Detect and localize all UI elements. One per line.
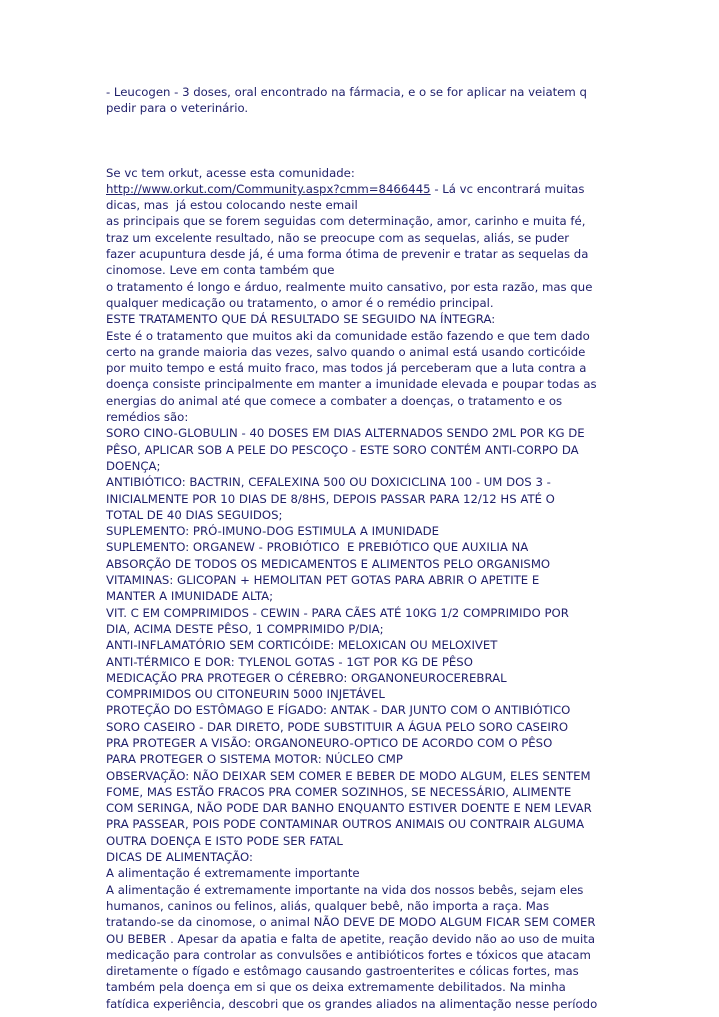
spacer [106, 117, 616, 165]
text-line: o tratamento é longo e árduo, realmente muito cansativo, por esta razão, mas que [106, 279, 593, 294]
text-line: medicação para controlar as convulsões e antibióticos fortes e tóxicos que atacam [106, 947, 591, 962]
text-line: VITAMINAS: GLICOPAN + HEMOLITAN PET GOTAS PARA ABRIR O APETITE E [106, 573, 540, 588]
text-line: qualquer medicação ou tratamento, o amor é o remédio principal. [106, 295, 494, 310]
text-line: COM SERINGA, NÃO PODE DAR BANHO ENQUANTO ESTIVER DOENTE E NEM LEVAR [106, 801, 592, 816]
text-line: OBSERVAÇÃO: NÃO DEIXAR SEM COMER E BEBER DE MODO ALGUM, ELES SENTEM [106, 768, 591, 783]
text-line: MANTER A IMUNIDADE ALTA; [106, 589, 274, 604]
text-line: ANTI-INFLAMATÓRIO SEM CORTICÓIDE: MELOXICAN OU MELOXIVET [106, 638, 498, 653]
text-line: PROTEÇÃO DO ESTÔMAGO E FÍGADO: ANTAK - DAR JUNTO COM O ANTIBIÓTICO [106, 703, 571, 718]
text-line: Este é o tratamento que muitos aki da comunidade estão fazendo e que tem dado [106, 328, 590, 343]
text-line: MEDICAÇÃO PRA PROTEGER O CÉREBRO: ORGANONEUROCEREBRAL [106, 670, 507, 685]
text-line: PRA PASSEAR, POIS PODE CONTAMINAR OUTROS ANIMAIS OU CONTRAIR ALGUMA [106, 817, 585, 832]
text-line: também pela doença em si que os deixa extremamente debilitados. Na minha [106, 980, 566, 995]
text-line: SUPLEMENTO: PRÓ-IMUNO-DOG ESTIMULA A IMUNIDADE [106, 524, 440, 539]
text-line: A alimentação é extremamente importante na vida dos nossos bebês, sejam eles [106, 882, 584, 897]
text-line: ANTIBIÓTICO: BACTRIN, CEFALEXINA 500 OU DOXICICLINA 100 - UM DOS 3 - [106, 475, 551, 490]
text-line: dicas, mas já estou colocando neste email [106, 198, 358, 213]
text-line: doença consiste principalmente em manter a imunidade elevada e poupar todas as [106, 377, 597, 392]
text-line: A alimentação é extremamente importante [106, 866, 360, 881]
text-line: ABSORÇÃO DE TODOS OS MEDICAMENTOS E ALIMENTOS PELO ORGANISMO [106, 556, 551, 571]
text-line: - Leucogen - 3 doses, oral encontrado na fármacia, e o se for aplicar na veiatem q [106, 85, 587, 99]
text-line: ESTE TRATAMENTO QUE DÁ RESULTADO SE SEGUIDO NA ÍNTEGRA: [106, 312, 496, 327]
text-line: DIA, ACIMA DESTE PÊSO, 1 COMPRIMIDO P/DIA; [106, 621, 384, 636]
text-line: remédios são: [106, 410, 189, 425]
text-line: PARA PROTEGER O SISTEMA MOTOR: NÚCLEO CMP [106, 752, 403, 767]
text-line: Se vc tem orkut, acesse esta comunidade: [106, 165, 355, 180]
text-line: INICIALMENTE POR 10 DIAS DE 8/8HS, DEPOIS PASSAR PARA 12/12 HS ATÉ O [106, 491, 555, 506]
text-line: DOENÇA; [106, 458, 161, 473]
text-line: COMPRIMIDOS OU CITONEURIN 5000 INJETÁVEL [106, 687, 385, 702]
text-line: SUPLEMENTO: ORGANEW - PROBIÓTICO E PREBIÓTICO QUE AUXILIA NA [106, 540, 529, 555]
text-line: tratando-se da cinomose, o animal NÃO DEVE DE MODO ALGUM FICAR SEM COMER [106, 915, 596, 930]
text-line: DICAS DE ALIMENTAÇÃO: [106, 850, 253, 865]
text-line: fazer acupuntura desde já, é uma forma ótima de prevenir e tratar as sequelas da [106, 247, 589, 262]
document-page [106, 84, 616, 1012]
text-line: traz um excelente resultado, não se preocupe com as sequelas, aliás, se puder [106, 230, 570, 245]
text-line: fatídica experiência, descobri que os grandes aliados na alimentação nesse período [106, 996, 598, 1011]
text-line: FOME, MAS ESTÃO FRACOS PRA COMER SOZINHOS, SE NECESSÁRIO, ALIMENTE [106, 784, 572, 799]
text-line: OU BEBER . Apesar da apatia e falta de apetite, reação devido não ao uso de muita [106, 931, 596, 946]
orkut-community-link[interactable]: http://www.orkut.com/Community.aspx?cmm=8466445 [106, 181, 431, 196]
text-line: cinomose. Leve em conta também que [106, 263, 335, 278]
link-line [106, 181, 616, 197]
text-line: pedir para o veterinário. [106, 101, 249, 116]
text-line: por muito tempo e está muito fraco, mas todos já perceberam que a luta contra a [106, 361, 587, 376]
text-line: TOTAL DE 40 DIAS SEGUIDOS; [106, 507, 283, 522]
text-line: SORO CASEIRO - DAR DIRETO, PODE SUBSTITUIR A ÁGUA PELO SORO CASEIRO [106, 719, 569, 734]
text-line: OUTRA DOENÇA E ISTO PODE SER FATAL [106, 833, 343, 848]
text-line: humanos, caninos ou felinos, aliás, qualquer bebê, não importa a raça. Mas [106, 898, 550, 913]
body-text [106, 197, 616, 1012]
text-line: PÊSO, APLICAR SOB A PELE DO PESCOÇO - ESTE SORO CONTÉM ANTI-CORPO DA [106, 442, 579, 457]
text-line: certo na grande maioria das vezes, salvo quando o animal está usando corticóide [106, 344, 586, 359]
text-line: ANTI-TÉRMICO E DOR: TYLENOL GOTAS - 1GT POR KG DE PÊSO [106, 654, 473, 669]
text-line: PRA PROTEGER A VISÃO: ORGANONEURO-OPTICO DE ACORDO COM O PÊSO [106, 735, 553, 750]
text-line: diretamente o fígado e estômago causando gastroenterites e cólicas fortes, mas [106, 964, 579, 979]
text-line: as principais que se forem seguidas com determinação, amor, carinho e muita fé, [106, 214, 586, 229]
text-line: VIT. C EM COMPRIMIDOS - CEWIN - PARA CÃES ATÉ 10KG 1/2 COMPRIMIDO POR [106, 605, 569, 620]
text-fragment: - Lá vc encontrará muitas [430, 181, 585, 196]
text-line: energias do animal até que comece a combater a doenças, o tratamento e os [106, 393, 563, 408]
text-line: SORO CINO-GLOBULIN - 40 DOSES EM DIAS ALTERNADOS SENDO 2ML POR KG DE [106, 426, 585, 441]
